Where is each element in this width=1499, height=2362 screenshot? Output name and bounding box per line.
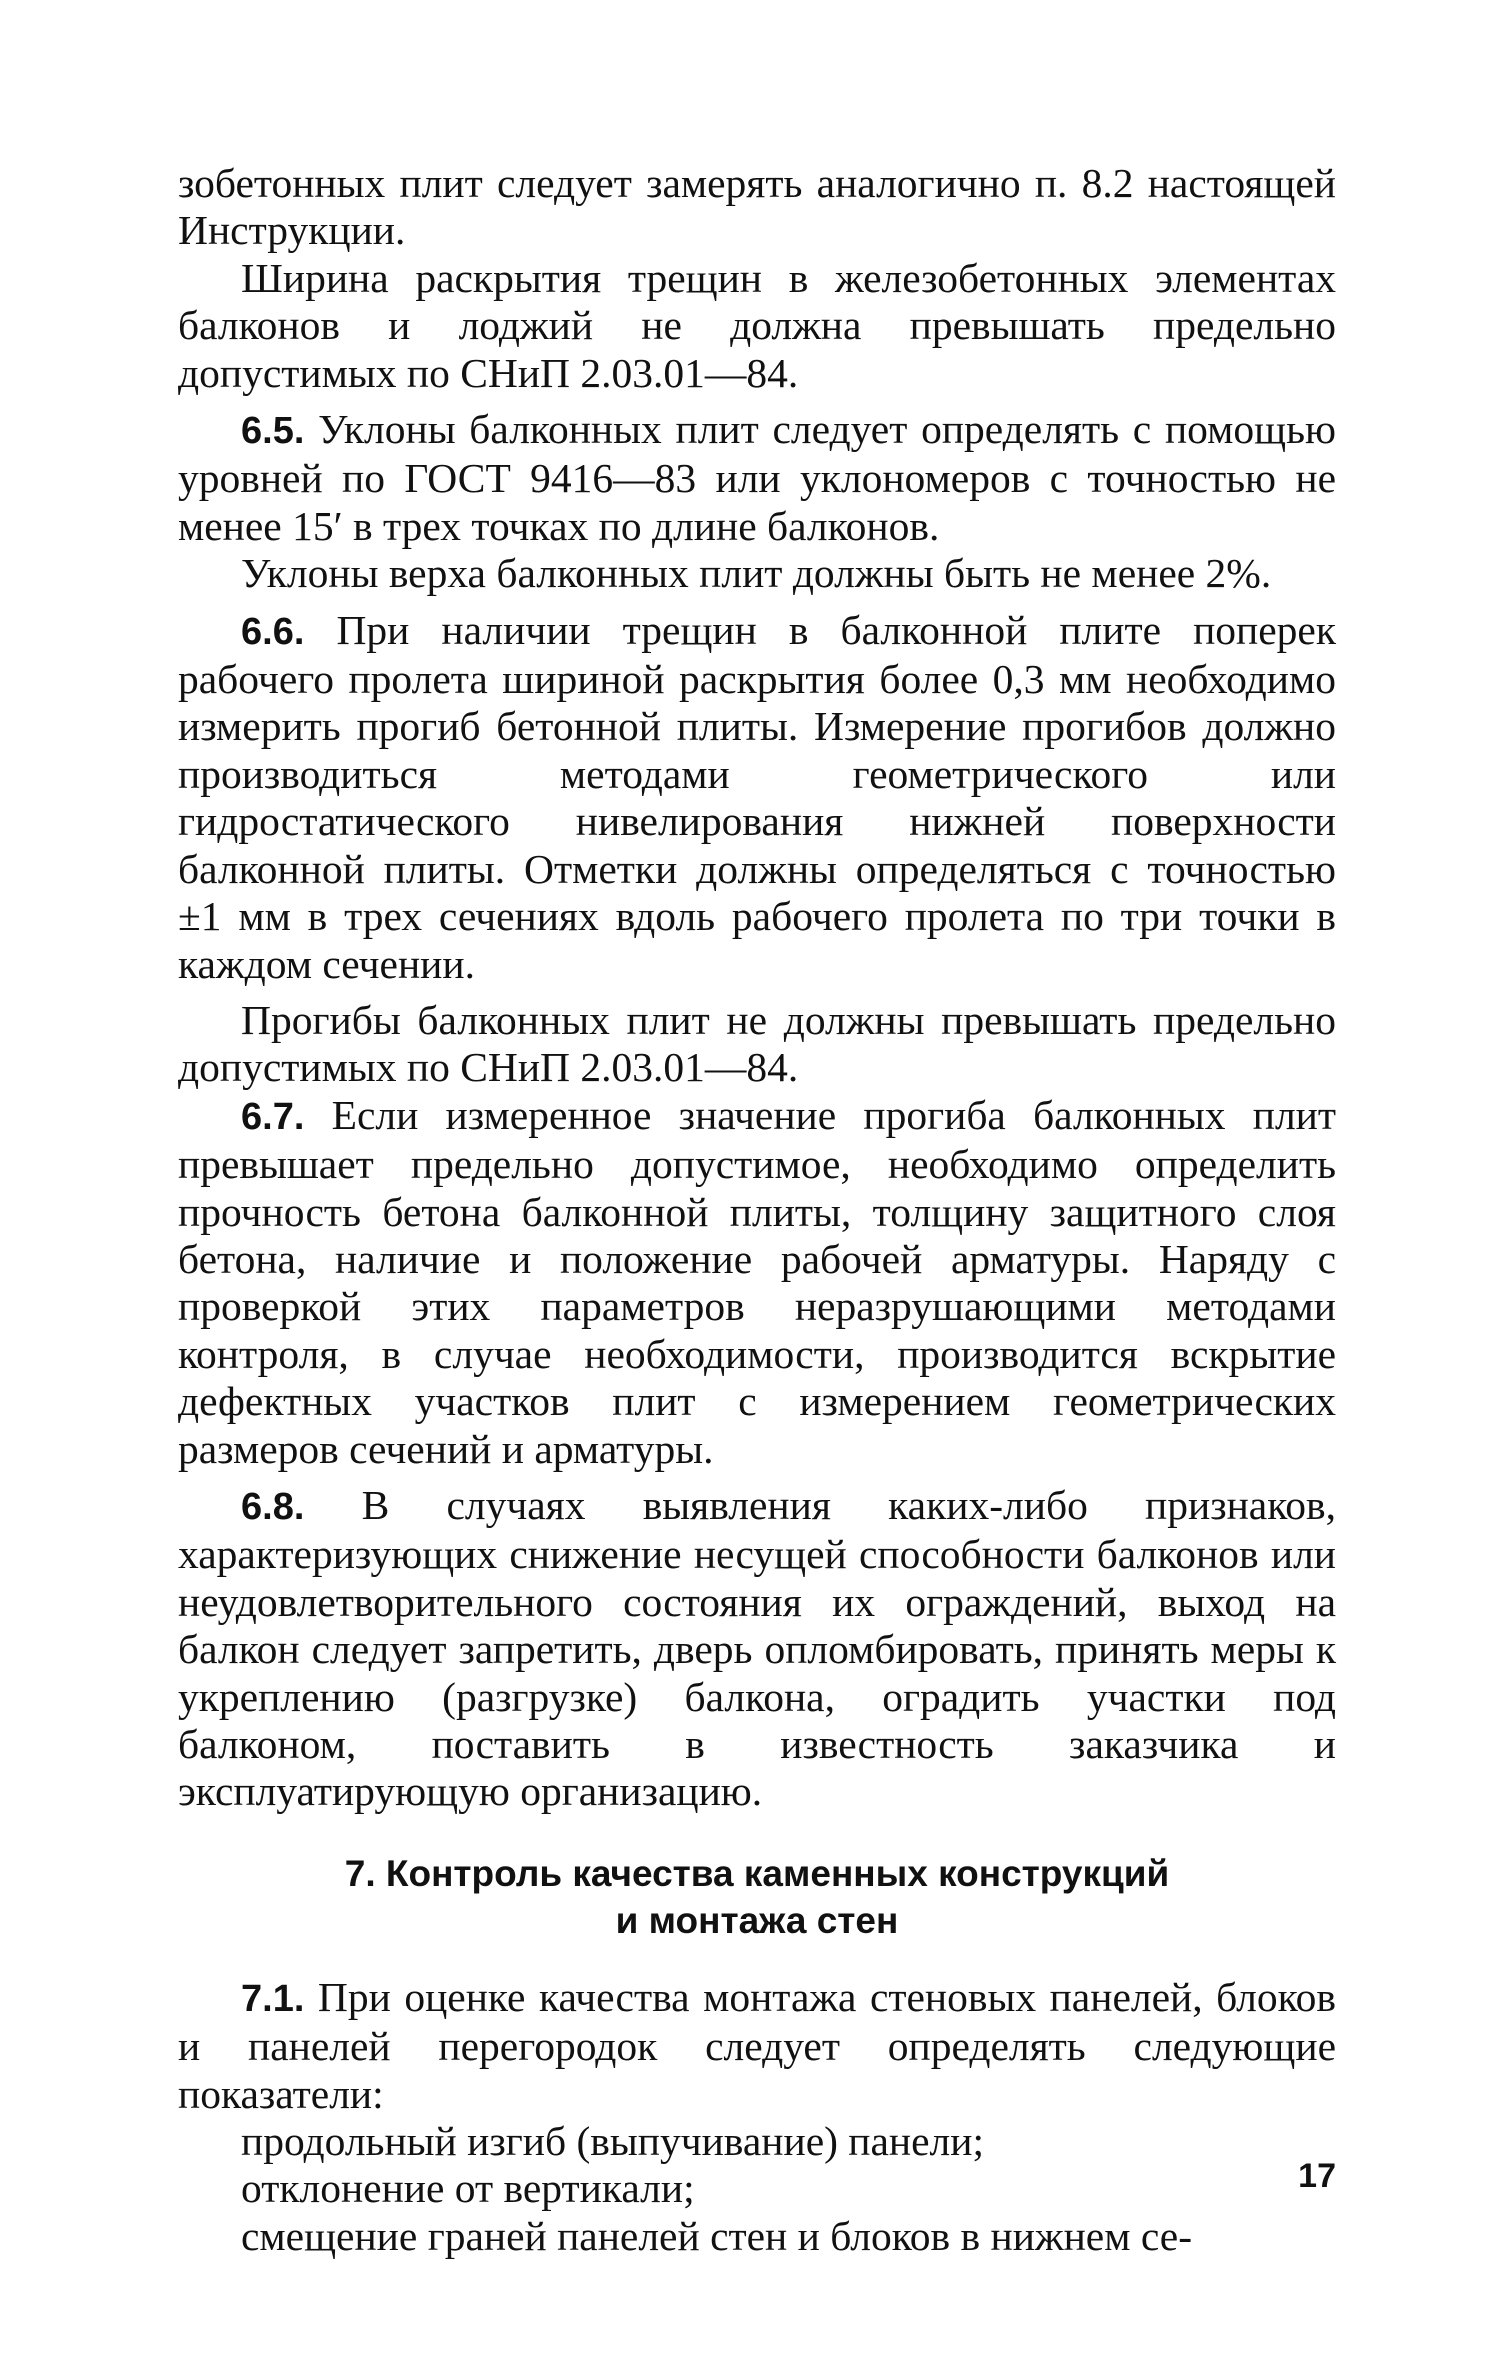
clause-number: 6.5.	[241, 410, 305, 453]
paragraph-continuation: зобетонных плит следует замерять аналогично п. 8.2 настоящей Инструкции.	[178, 160, 1336, 254]
paragraph-7-1	[178, 1974, 1336, 2118]
paragraph-6-5	[178, 406, 1336, 550]
list-item: смещение граней панелей стен и блоков в нижнем се-	[241, 2212, 1193, 2259]
section-heading-line: и монтажа стен	[615, 1899, 899, 1941]
clause-text: В случаях выявления каких-либо признаков, характеризующих снижение несущей способности балконов или неудовлетворительного состояния их ограждений, выход на балкон следует запретить, дверь опломбировать, принять меры к укреплению (разгрузке) балкона, оградить участки под балконом, поставить в известность заказчика и эксплуатирующую организацию.	[178, 1481, 1336, 1815]
paragraph-crack-width: Ширина раскрытия трещин в железобетонных элементах балконов и лоджий не должна превышать предельно допустимых по СНиП 2.03.01—84.	[178, 254, 1336, 396]
list-item: отклонение от вертикали;	[241, 2165, 695, 2212]
clause-number: 6.8.	[241, 1485, 305, 1528]
paragraph-6-7	[178, 1092, 1336, 1473]
paragraph-6-8	[178, 1482, 1336, 1816]
clause-text: При оценке качества монтажа стеновых панелей, блоков и панелей перегородок следует определять следующие показатели:	[178, 1973, 1337, 2117]
section-heading	[178, 1850, 1336, 1944]
document-page	[178, 160, 1336, 2260]
clause-number: 6.6.	[241, 610, 305, 653]
clause-text: Уклоны балконных плит следует определять с помощью уровней по ГОСТ 9416—83 или уклономеров с точностью не менее 15′ в трех точках по длине балконов.	[178, 406, 1337, 549]
clause-text: Если измеренное значение прогиба балконных плит превышает предельно допустимое, необходимо определить прочность бетона балконной плиты, толщину защитного слоя бетона, наличие и положение рабочей арматуры. Наряду с проверкой этих параметров неразрушающими методами контроля, в случае необходимости, производится вскрытие дефектных участков плит с измерением геометрических размеров сечений и арматуры.	[178, 1091, 1337, 1472]
clause-number: 6.7.	[241, 1095, 305, 1138]
list-item: продольный изгиб (выпучивание) панели;	[241, 2118, 985, 2165]
page-number: 17	[1298, 2157, 1336, 2195]
section-heading-line: 7. Контроль качества каменных конструкций	[344, 1852, 1170, 1894]
clause-text: При наличии трещин в балконной плите поперек рабочего пролета шириной раскрытия более 0,3 мм необходимо измерить прогиб бетонной плиты. Измерение прогибов должно производиться методами геометрического или гидростатического нивелирования нижней поверхности балконной плиты. Отметки должны определяться с точностью ±1 мм в трех сечениях вдоль рабочего пролета по три точки в каждом сечении.	[178, 606, 1336, 987]
paragraph-6-6	[178, 607, 1336, 988]
paragraph-deflections: Прогибы балконных плит не должны превышать предельно допустимых по СНиП 2.03.01—84.	[178, 996, 1336, 1091]
paragraph-slopes: Уклоны верха балконных плит должны быть не менее 2%.	[241, 550, 1272, 597]
clause-number: 7.1.	[241, 1977, 305, 2020]
